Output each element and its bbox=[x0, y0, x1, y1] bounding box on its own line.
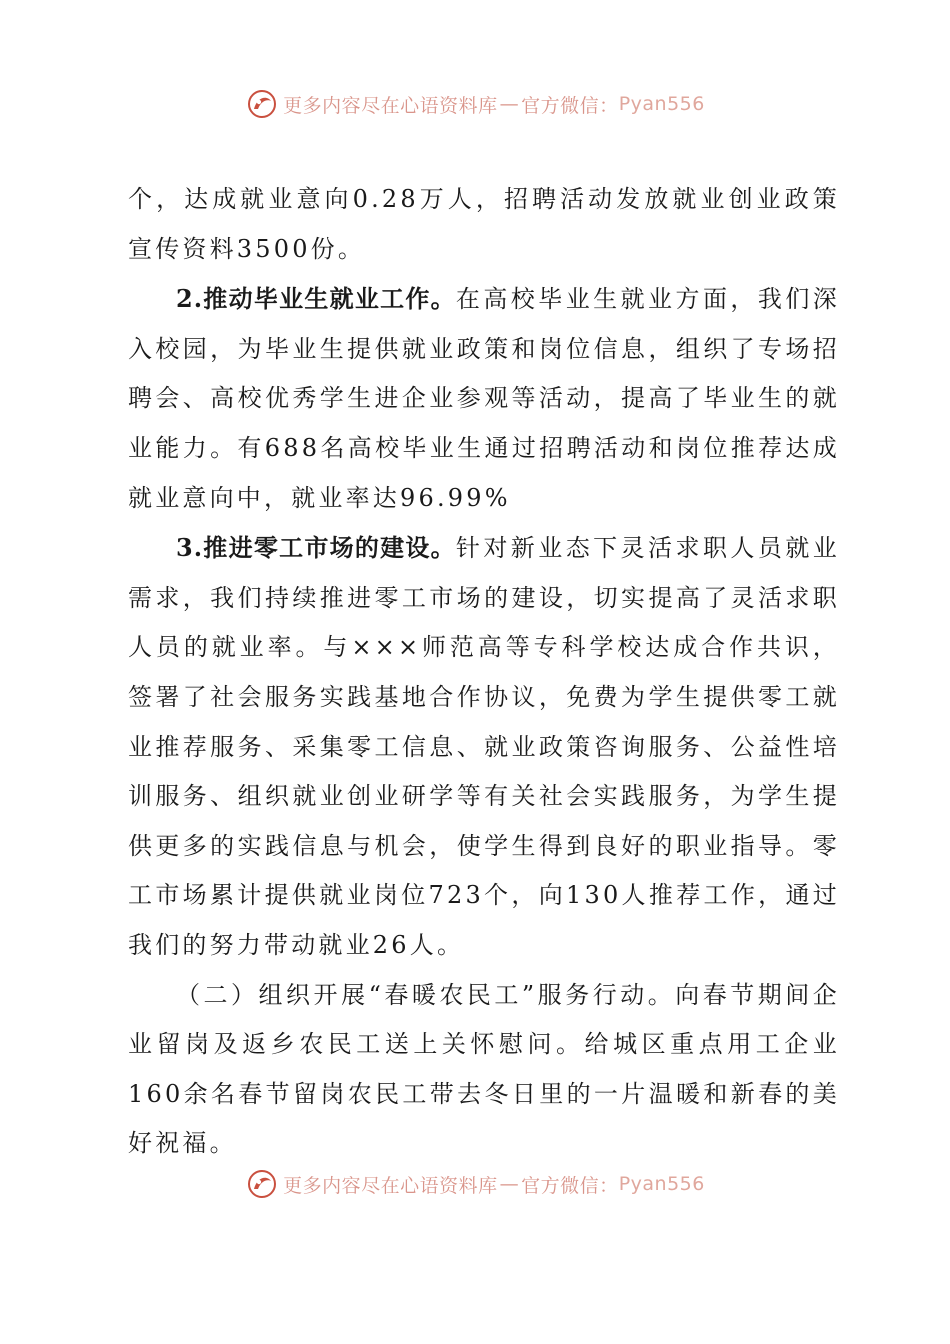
paragraph-body: 针对新业态下灵活求职人员就业需求，我们持续推进零工市场的建设，切实提高了灵活求职人员的就业率。与×××师范高等专科学校达成合作共识，签署了社会服务实践基地合作协议，免费为学生提供零工就业推荐服务、采集零工信息、就业政策咨询服务、公益性培训服务、组织就业创业研学等有关社会实践服务，为学生提供更多的实践信息与机会，使学生得到良好的职业指导。零工市场累计提供就业岗位723个，向130人推荐工作，通过我们的努力带动就业26人。 bbox=[128, 534, 840, 959]
paragraph-spring-warmth bbox=[128, 971, 840, 1169]
watermark-text: 更多内容尽在心语资料库 bbox=[283, 94, 498, 117]
paragraph-body: （二）组织开展“春暖农民工”服务行动。向春节期间企业留岗及返乡农民工送上关怀慰问。给城区重点用工企业160余名春节留岗农民工带去冬日里的一片温暖和新春的美好祝福。 bbox=[128, 980, 840, 1158]
paragraph-graduate-employment bbox=[128, 274, 840, 523]
logo-icon bbox=[245, 1167, 279, 1201]
watermark-official: 官方微信： bbox=[521, 94, 619, 117]
paragraph-body: 个，达成就业意向0.28万人，招聘活动发放就业创业政策宣传资料3500份。 bbox=[128, 185, 840, 263]
watermark-wechat-id: Pyan556 bbox=[618, 1173, 705, 1195]
paragraph-heading: 3.推进零工市场的建设。 bbox=[176, 533, 456, 563]
paragraph-body: 在高校毕业生就业方面，我们深入校园，为毕业生提供就业政策和岗位信息，组织了专场招聘会、高校优秀学生进企业参观等活动，提高了毕业生的就业能力。有688名高校毕业生通过招聘活动和岗位推荐达成就业意向中，就业率达96.99% bbox=[128, 285, 840, 512]
document-body bbox=[128, 175, 840, 1169]
watermark-header bbox=[0, 82, 950, 126]
paragraph-heading: 2.推动毕业生就业工作。 bbox=[176, 284, 456, 314]
watermark-footer bbox=[0, 1162, 950, 1206]
paragraph-gig-market bbox=[128, 523, 840, 970]
paragraph-continuation bbox=[128, 175, 840, 274]
watermark-official: 官方微信： bbox=[521, 1174, 619, 1197]
logo-icon bbox=[245, 87, 279, 121]
watermark-text: 更多内容尽在心语资料库 bbox=[283, 1174, 498, 1197]
watermark-wechat-id: Pyan556 bbox=[618, 93, 705, 115]
watermark-separator: — bbox=[499, 93, 520, 115]
watermark-separator: — bbox=[499, 1173, 520, 1195]
